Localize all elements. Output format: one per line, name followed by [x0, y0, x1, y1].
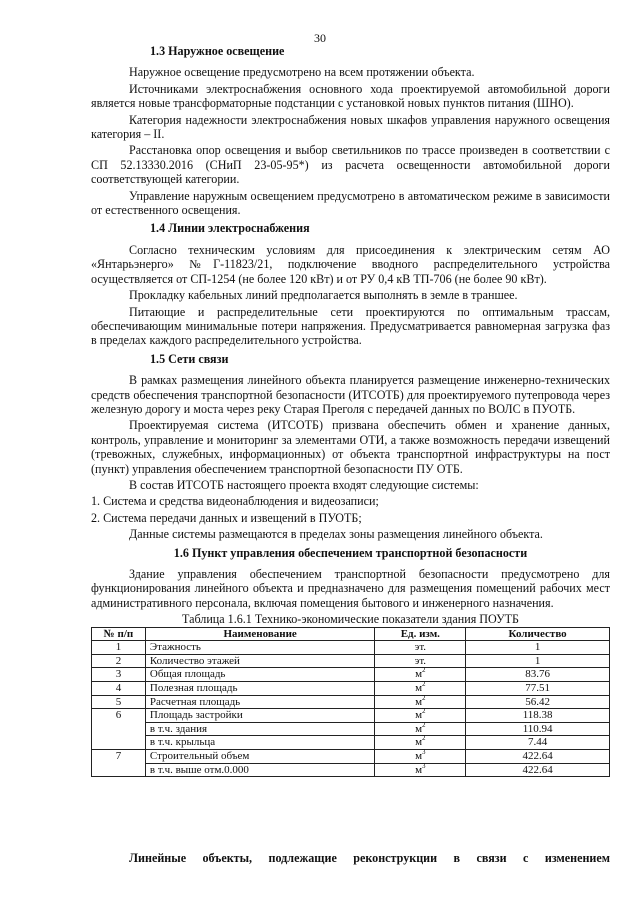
- section-heading: 1.4 Линии электроснабжения: [150, 221, 310, 236]
- row-unit: $м^2$: [375, 695, 466, 709]
- paragraph: Прокладку кабельных линий предполагается выполнять в земле в траншее.: [129, 288, 518, 303]
- table-row: [92, 682, 610, 696]
- row-unit: $м^2$: [375, 668, 466, 682]
- row-name: в т.ч. крыльца: [145, 736, 375, 750]
- table-row: [92, 668, 610, 682]
- row-value: 118.38: [466, 709, 610, 723]
- row-unit: $м^2$: [375, 722, 466, 736]
- paragraph: Управление наружным освещением предусмотрено в автоматическом режиме в зависимости от естественного освещения.: [91, 188, 610, 218]
- row-value: 1: [466, 654, 610, 668]
- column-header-name: Наименование: [145, 627, 375, 641]
- paragraph: Согласно техническим условиям для присоединения к электрическим сетям АО «Янтарьэнерго» №Г-11823/21, подключение вводного распределительного устройства осуществляется от СП-1254 (не более 120 кВт) и от РУ 0,4 кВ ТП-706 (не более 90 кВт).: [91, 242, 610, 286]
- row-name: Количество этажей: [145, 654, 375, 668]
- row-value: 422.64: [466, 749, 610, 763]
- page-number: 30: [314, 31, 326, 45]
- column-header-number: № п/п: [92, 627, 146, 641]
- table-row: [92, 763, 610, 777]
- column-header-quantity: Количество: [466, 627, 610, 641]
- paragraph: Проектируемая система (ИТСОТБ) призвана обеспечить обмен и хранение данных, контроль, управление и мониторинг за элементами ОТИ, а также возможность передачи извещений (тревожных, служебных, информационных) от объекта транспортной инфраструктуры на пост (пункт) управления обеспечением транспортной безопасности ПУ ОТБ.: [91, 418, 610, 476]
- row-name: Площадь застройки: [145, 709, 375, 723]
- row-value: 83.76: [466, 668, 610, 682]
- row-unit: $м^2$: [375, 736, 466, 750]
- column-header-unit: Ед. изм.: [375, 627, 466, 641]
- row-unit: $м^3$: [375, 763, 466, 777]
- table-row: [92, 736, 610, 750]
- row-name: в т.ч. здания: [145, 722, 375, 736]
- row-number: 4: [92, 682, 146, 696]
- row-value: 422.64: [466, 763, 610, 777]
- paragraph: В состав ИТСОТБ настоящего проекта входят следующие системы:: [129, 477, 479, 492]
- row-number: 3: [92, 668, 146, 682]
- row-number: 7: [92, 749, 146, 776]
- row-name: Этажность: [145, 641, 375, 655]
- section-heading: 1.6 Пункт управления обеспечением транспортной безопасности: [173, 545, 528, 560]
- row-value: 7.44: [466, 736, 610, 750]
- paragraph: Источниками электроснабжения основного хода проектируемой автомобильной дороги является новые трансформаторные подстанции с установкой новых пунктов питания (ШНО).: [91, 81, 610, 111]
- row-name: Полезная площадь: [145, 682, 375, 696]
- table-row: [92, 722, 610, 736]
- list-item: 1. Система и средства видеонаблюдения и видеозаписи;: [91, 494, 379, 509]
- paragraph: Здание управления обеспечением транспортной безопасности предусмотрено для функционирования линейного объекта и предназначено для размещения помещений рабочих мест административного персонала, включая помещения бытового и инженерного назначения.: [91, 567, 610, 610]
- row-name: Расчетная площадь: [145, 695, 375, 709]
- paragraph: Категория надежности электроснабжения новых шкафов управления наружного освещения категория – II.: [91, 112, 610, 142]
- table-row: [92, 641, 610, 655]
- row-unit: $м^2$: [375, 682, 466, 696]
- section-power-lines: [91, 221, 610, 347]
- row-value: 56.42: [466, 695, 610, 709]
- paragraph: В рамках размещения линейного объекта планируется размещение инженерно-технических средств обеспечения транспортной безопасности (ИТСОТБ) для проектируемого путепровода через железную дорогу и моста через реку Старая Преголя с передачей данных по ВОЛС в ПУОТБ.: [91, 373, 610, 416]
- section-security-control-point: [91, 546, 610, 611]
- table-row: [92, 695, 610, 709]
- paragraph: Расстановка опор освещения и выбор светильников по трассе произведен в соответствии с СП 52.13330.2016 (СНиП 23-05-95*) из расчета освещенности автомобильной дороги соответствующей категории.: [91, 143, 610, 187]
- row-name: в т.ч. выше отм.0.000: [145, 763, 375, 777]
- row-number: 2: [92, 654, 146, 668]
- table-row: [92, 709, 610, 723]
- section-communication-networks: [91, 352, 610, 542]
- next-section-heading: Линейные объекты, подлежащие реконструкции в связи с изменением: [129, 851, 610, 865]
- row-name: Строительный объем: [145, 749, 375, 763]
- table-row: [92, 654, 610, 668]
- section-outdoor-lighting: [91, 44, 610, 217]
- section-heading: 1.3 Наружное освещение: [150, 44, 285, 58]
- row-unit: эт.: [375, 654, 466, 668]
- row-name: Общая площадь: [145, 668, 375, 682]
- row-unit: $м^3$: [375, 749, 466, 763]
- paragraph: Данные системы размещаются в пределах зоны размещения линейного объекта.: [129, 527, 543, 542]
- row-number: 6: [92, 709, 146, 750]
- section-heading: 1.5 Сети связи: [150, 351, 229, 366]
- row-value: 1: [466, 641, 610, 655]
- row-number: 1: [92, 641, 146, 655]
- paragraph: Питающие и распределительные сети проектируются по оптимальным трассам, обеспечивающим минимальные потери напряжения. Предусматривается равномерная загрузка фаз в пределах каждого распределительного устройства.: [91, 304, 610, 348]
- paragraph: Наружное освещение предусмотрено на всем протяжении объекта.: [129, 65, 475, 80]
- row-value: 110.94: [466, 722, 610, 736]
- table-row: [92, 749, 610, 763]
- row-unit: $м^2$: [375, 709, 466, 723]
- page-content: [91, 44, 610, 777]
- technical-economic-table: [91, 627, 610, 778]
- table-caption: Таблица 1.6.1 Технико-экономические показатели здания ПОУТБ: [181, 612, 519, 627]
- row-unit: эт.: [375, 641, 466, 655]
- row-number: 5: [92, 695, 146, 709]
- row-value: 77.51: [466, 682, 610, 696]
- table-header-row: [92, 627, 610, 641]
- list-item: 2. Система передачи данных и извещений в ПУОТБ;: [91, 510, 362, 525]
